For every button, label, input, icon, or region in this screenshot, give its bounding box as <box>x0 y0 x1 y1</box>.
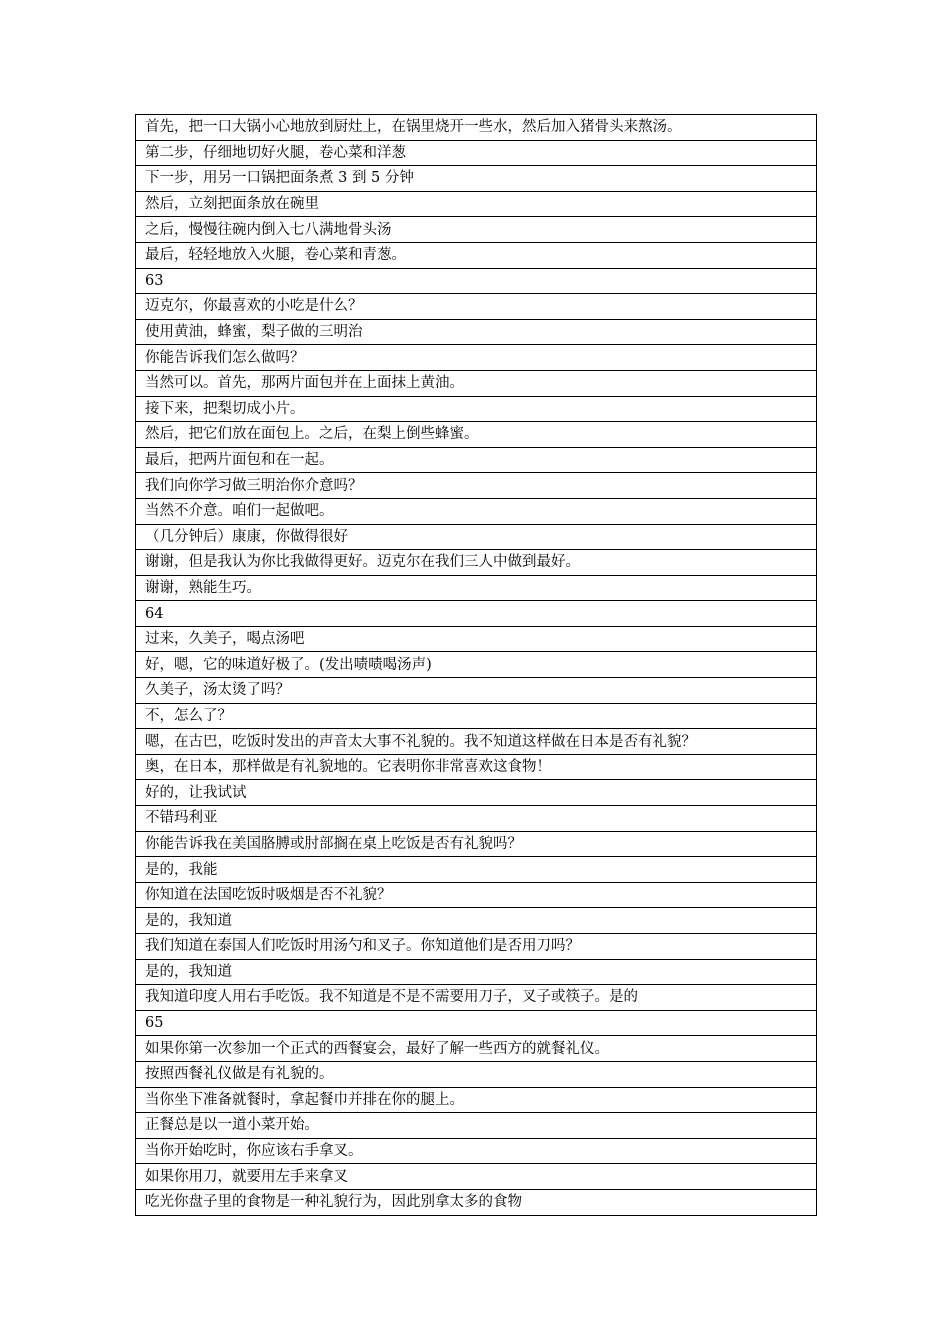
table-cell: 吃光你盘子里的食物是一种礼貌行为，因此别拿太多的食物 <box>136 1189 817 1215</box>
table-row <box>136 498 817 524</box>
table-cell: 当你开始吃时，你应该右手拿叉。 <box>136 1138 817 1164</box>
table-row <box>136 1010 817 1036</box>
table-row <box>136 729 817 755</box>
table-row <box>136 857 817 883</box>
table-row <box>136 1036 817 1062</box>
table-cell: 63 <box>136 268 817 294</box>
table-cell: 使用黄油，蜂蜜，梨子做的三明治 <box>136 319 817 345</box>
table-row <box>136 1138 817 1164</box>
table-row <box>136 806 817 832</box>
table-row <box>136 575 817 601</box>
table-row <box>136 140 817 166</box>
table-cell: 我们知道在泰国人们吃饭时用汤勺和叉子。你知道他们是否用刀吗？ <box>136 934 817 960</box>
table-cell: 之后，慢慢往碗内倒入七八满地骨头汤 <box>136 217 817 243</box>
table-cell: 最后，轻轻地放入火腿，卷心菜和青葱。 <box>136 242 817 268</box>
table-cell: 然后，立刻把面条放在碗里 <box>136 191 817 217</box>
table-row <box>136 601 817 627</box>
table-cell: 过来，久美子，喝点汤吧 <box>136 626 817 652</box>
table-cell: 是的，我知道 <box>136 908 817 934</box>
table-cell: 65 <box>136 1010 817 1036</box>
table-row <box>136 882 817 908</box>
table-row <box>136 754 817 780</box>
table-cell: 我知道印度人用右手吃饭。我不知道是不是不需要用刀子，叉子或筷子。是的 <box>136 985 817 1011</box>
table-cell: 当然不介意。咱们一起做吧。 <box>136 498 817 524</box>
table-cell: 奥，在日本，那样做是有礼貌地的。它表明你非常喜欢这食物！ <box>136 754 817 780</box>
table-row <box>136 1113 817 1139</box>
table-cell: 接下来，把梨切成小片。 <box>136 396 817 422</box>
table-row <box>136 780 817 806</box>
table-row <box>136 422 817 448</box>
table-body <box>136 115 817 1216</box>
table-row <box>136 550 817 576</box>
table-row <box>136 678 817 704</box>
table-row <box>136 908 817 934</box>
table-cell: 迈克尔，你最喜欢的小吃是什么？ <box>136 294 817 320</box>
table-cell: 当然可以。首先，那两片面包并在上面抹上黄油。 <box>136 370 817 396</box>
table-cell: 首先，把一口大锅小心地放到厨灶上，在锅里烧开一些水，然后加入猪骨头来熬汤。 <box>136 115 817 141</box>
table-cell: 嗯，在古巴，吃饭时发出的声音太大事不礼貌的。我不知道这样做在日本是否有礼貌？ <box>136 729 817 755</box>
table-row <box>136 1061 817 1087</box>
table-cell: 最后，把两片面包和在一起。 <box>136 447 817 473</box>
table-cell: 好的，让我试试 <box>136 780 817 806</box>
table-row <box>136 319 817 345</box>
table-cell: 是的，我知道 <box>136 959 817 985</box>
table-row <box>136 652 817 678</box>
table-row <box>136 831 817 857</box>
table-row <box>136 1189 817 1215</box>
table-row <box>136 1087 817 1113</box>
table-row <box>136 473 817 499</box>
table-row <box>136 345 817 371</box>
table-cell: 如果你第一次参加一个正式的西餐宴会，最好了解一些西方的就餐礼仪。 <box>136 1036 817 1062</box>
table-row <box>136 242 817 268</box>
table-cell: 正餐总是以一道小菜开始。 <box>136 1113 817 1139</box>
table-cell: 不错玛利亚 <box>136 806 817 832</box>
table-row <box>136 166 817 192</box>
table-cell: 好，嗯，它的味道好极了。(发出啧啧喝汤声) <box>136 652 817 678</box>
table-row <box>136 268 817 294</box>
table-row <box>136 294 817 320</box>
table-row <box>136 191 817 217</box>
table-cell: 第二步，仔细地切好火腿，卷心菜和洋葱 <box>136 140 817 166</box>
table-row <box>136 934 817 960</box>
table-cell: 是的，我能 <box>136 857 817 883</box>
table-row <box>136 626 817 652</box>
table-row <box>136 447 817 473</box>
table-cell: 如果你用刀，就要用左手来拿叉 <box>136 1164 817 1190</box>
table-cell: 你能告诉我在美国胳膊或肘部搁在桌上吃饭是否有礼貌吗？ <box>136 831 817 857</box>
table-cell: 按照西餐礼仪做是有礼貌的。 <box>136 1061 817 1087</box>
table-row <box>136 524 817 550</box>
table-cell: 久美子，汤太烫了吗？ <box>136 678 817 704</box>
table-cell: （几分钟后）康康，你做得很好 <box>136 524 817 550</box>
table-row <box>136 703 817 729</box>
text-table <box>135 114 817 1216</box>
table-cell: 你能告诉我们怎么做吗？ <box>136 345 817 371</box>
table-cell: 你知道在法国吃饭时吸烟是否不礼貌？ <box>136 882 817 908</box>
table-cell: 当你坐下准备就餐时，拿起餐巾并排在你的腿上。 <box>136 1087 817 1113</box>
table-row <box>136 1164 817 1190</box>
table-row <box>136 115 817 141</box>
table-row <box>136 217 817 243</box>
table-cell: 下一步，用另一口锅把面条煮 3 到 5 分钟 <box>136 166 817 192</box>
table-cell: 64 <box>136 601 817 627</box>
table-row <box>136 396 817 422</box>
table-row <box>136 985 817 1011</box>
table-row <box>136 370 817 396</box>
table-cell: 然后，把它们放在面包上。之后，在梨上倒些蜂蜜。 <box>136 422 817 448</box>
table-cell: 不，怎么了？ <box>136 703 817 729</box>
table-cell: 谢谢，熟能生巧。 <box>136 575 817 601</box>
table-cell: 谢谢，但是我认为你比我做得更好。迈克尔在我们三人中做到最好。 <box>136 550 817 576</box>
table-cell: 我们向你学习做三明治你介意吗？ <box>136 473 817 499</box>
table-row <box>136 959 817 985</box>
